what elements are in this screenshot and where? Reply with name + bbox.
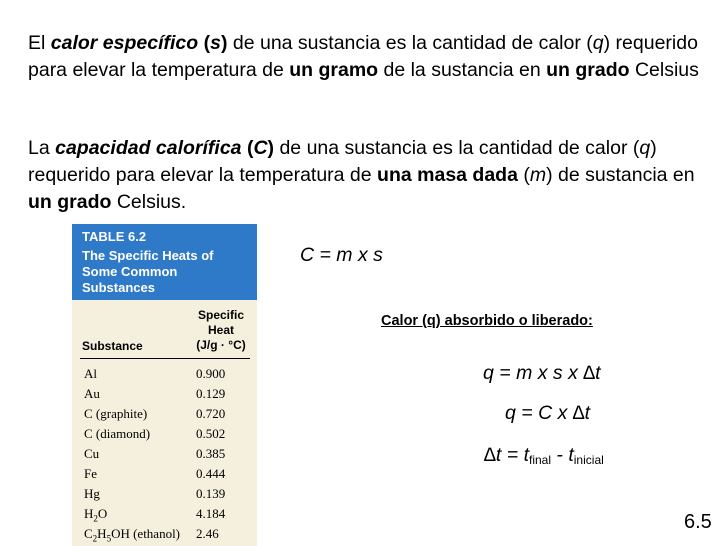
paragraph-heat-capacity [28, 135, 718, 216]
p2-text: de una sustancia es la cantidad de calor ( [274, 137, 640, 159]
table-row [72, 486, 257, 502]
p2-text: ) de sustancia en [546, 164, 695, 186]
column-header-specific-heat [188, 308, 254, 353]
cell-value: 0.720 [196, 406, 226, 421]
symbol-q: q [592, 32, 604, 54]
col-heat-line1: Specific [197, 308, 245, 322]
term-heat-capacity: capacidad calorífica [55, 137, 242, 159]
table-header-band [72, 224, 257, 300]
symbol-s: s [210, 32, 221, 54]
emphasis-one-degree: un grado [28, 191, 112, 213]
symbol-m: m [529, 164, 547, 186]
table-number: TABLE 6.2 [82, 229, 147, 244]
cell-value: 0.502 [196, 426, 226, 441]
equation-heat-capacity-dt: q = C x ∆t [505, 402, 591, 424]
eq3-subscript-final: final [529, 453, 552, 467]
col-heat-line2: Heat [207, 323, 234, 337]
formula-part: H [97, 526, 107, 541]
p1-text: de la sustancia en [378, 59, 547, 81]
cell-value: 0.139 [196, 486, 226, 501]
cell-value: 0.385 [196, 446, 226, 461]
cell-substance: C (diamond) [84, 426, 151, 441]
formula-part: O [97, 506, 108, 521]
symbol-C: C [253, 137, 268, 159]
p2-paren-close: ) [267, 137, 275, 159]
p2-paren-open: ( [241, 137, 254, 159]
formula-part: H [84, 506, 94, 521]
p2-text: ( [517, 164, 530, 186]
p1-text: de una sustancia es la cantidad de calor ( [227, 32, 593, 54]
slide-number: 6.5 [684, 511, 712, 533]
table-row [72, 466, 257, 482]
formula-part: C [84, 526, 93, 541]
table-title: The Specific Heats of Some Common Substances [82, 248, 214, 295]
column-header-substance: Substance [82, 339, 143, 353]
term-specific-heat: calor específico [50, 32, 199, 54]
cell-substance: C (graphite) [84, 406, 148, 421]
p1-text: ) requerido para elevar la temperatura de [28, 32, 698, 81]
table-row [72, 406, 257, 422]
eq3-part: - t [551, 444, 574, 466]
emphasis-one-degree: un grado [546, 59, 630, 81]
cell-substance: Hg [84, 486, 100, 501]
cell-value: 0.444 [196, 466, 226, 481]
p2-text: Celsius. [111, 191, 187, 213]
p2-text: ) requerido para elevar la temperatura de [28, 137, 657, 186]
cell-value: 0.900 [196, 366, 226, 381]
table-row [72, 446, 257, 462]
eq3-subscript-initial: inicial [573, 453, 604, 467]
paragraph-specific-heat [28, 30, 718, 84]
heat-absorbed-label: Calor (q) absorbido o liberado: [381, 313, 593, 329]
cell-substance: Fe [84, 466, 97, 481]
cell-value: 2.46 [196, 526, 219, 541]
emphasis-given-mass: una masa dada [377, 164, 518, 186]
p1-text: Celsius [629, 59, 699, 81]
formula-part: OH (ethanol) [111, 526, 181, 541]
cell-substance: Al [84, 366, 97, 381]
p1-paren-close: ) [220, 32, 228, 54]
cell-substance: Cu [84, 446, 100, 461]
cell-substance [84, 526, 180, 544]
table-row [72, 366, 257, 382]
equation-heat-mass: q = m x s x ∆t [483, 362, 601, 384]
formula-subscript: 2 [93, 513, 98, 524]
table-row [72, 526, 257, 542]
eq3-part: ∆t = t [484, 444, 529, 466]
specific-heats-table [72, 224, 257, 546]
cell-substance: Au [84, 386, 100, 401]
formula-subscript: 5 [106, 533, 112, 544]
equation-delta-t [484, 444, 604, 467]
cell-value: 0.129 [196, 386, 226, 401]
cell-value: 4.184 [196, 506, 226, 521]
table-row [72, 386, 257, 402]
p2-text: La [28, 137, 56, 159]
equation-heat-capacity: C = m x s [300, 244, 383, 266]
p1-paren-open: ( [198, 32, 211, 54]
col-heat-line3: (J/g · °C) [196, 338, 246, 352]
table-row [72, 426, 257, 442]
table-row [72, 506, 257, 522]
cell-substance [84, 506, 107, 524]
symbol-q: q [639, 137, 651, 159]
p1-text: El [28, 32, 51, 54]
emphasis-one-gram: un gramo [289, 59, 379, 81]
table-divider [80, 358, 250, 359]
formula-subscript: 2 [92, 533, 98, 544]
